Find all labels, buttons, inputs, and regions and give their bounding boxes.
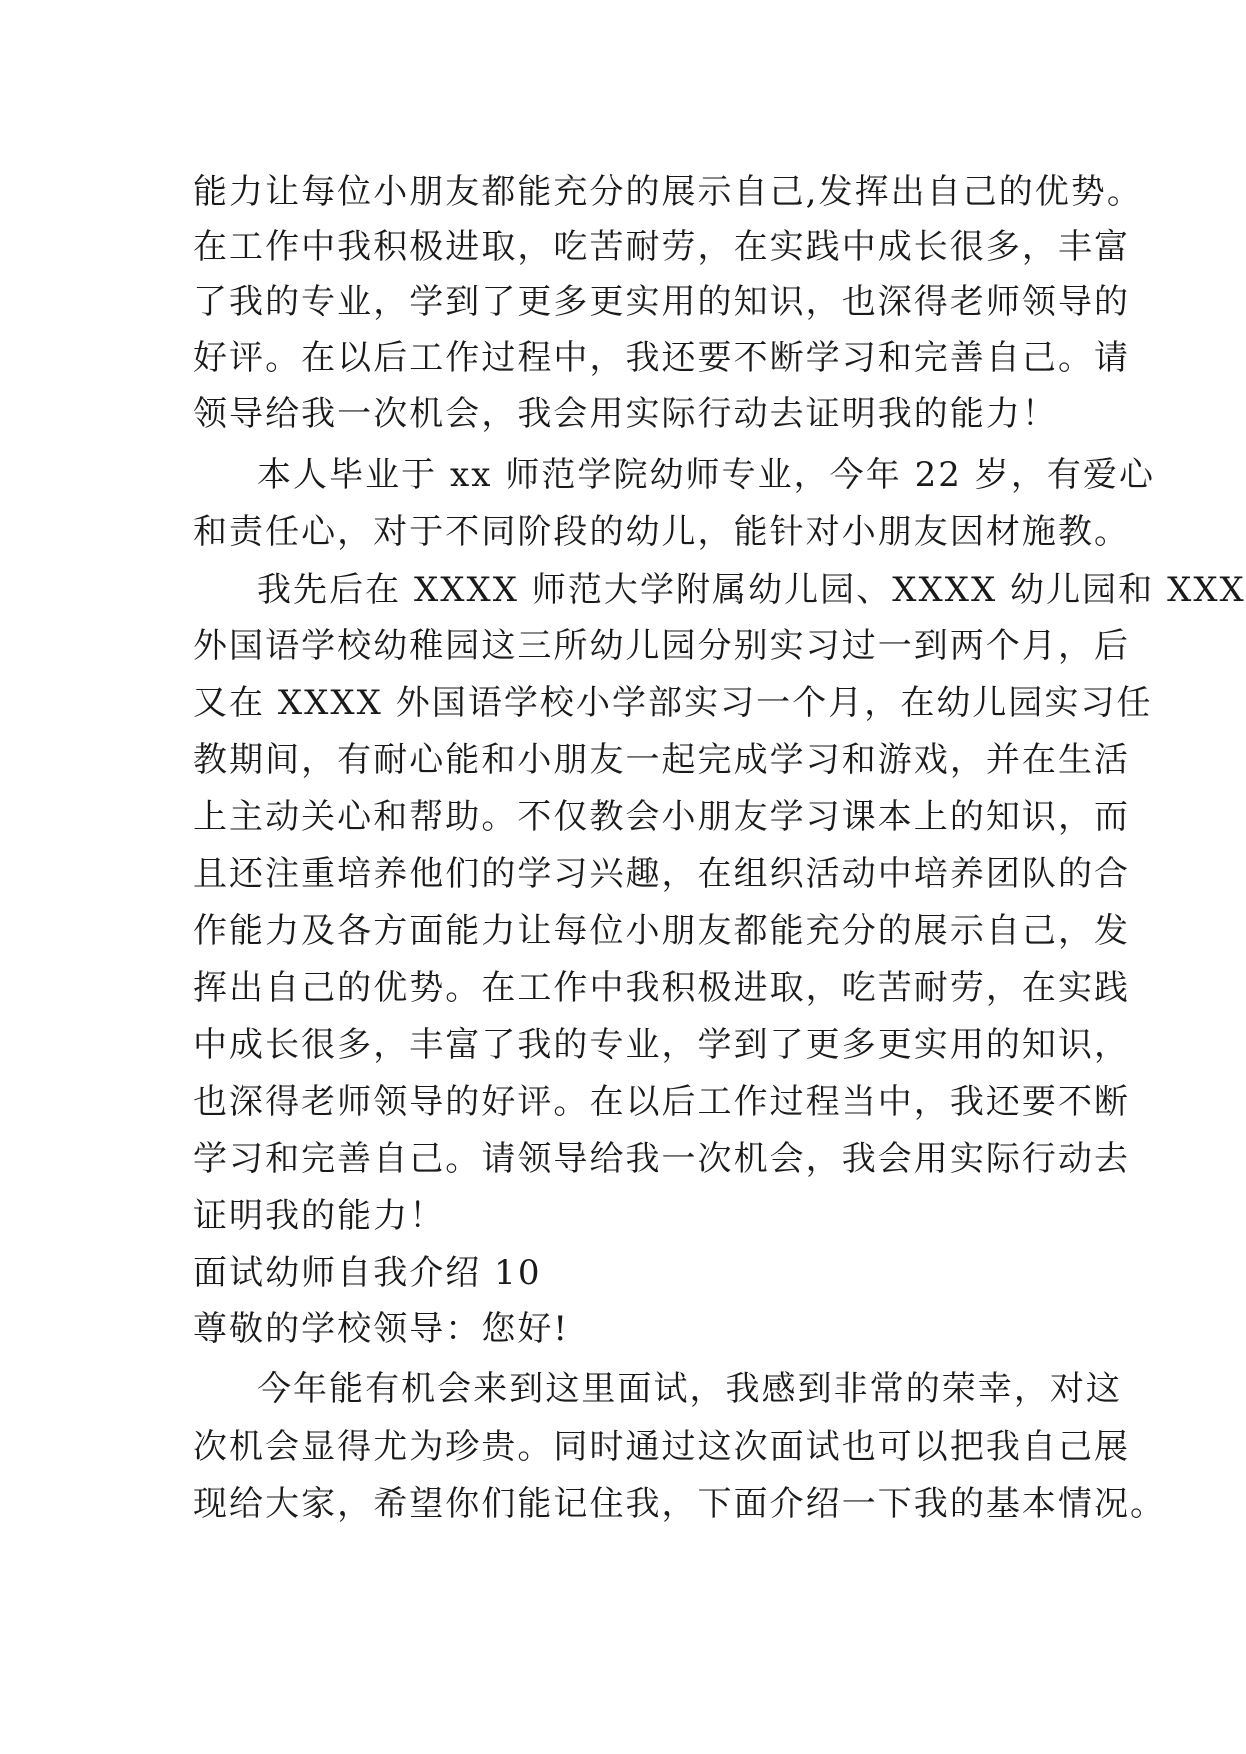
text-line: 且还注重培养他们的学习兴趣，在组织活动中培养团队的合 [193, 854, 1131, 894]
text-line: 在工作中我积极进取，吃苦耐劳，在实践中成长很多，丰富 [193, 227, 1131, 267]
text-line: 领导给我一次机会，我会用实际行动去证明我的能力！ [193, 394, 1058, 434]
text-line: 次机会显得尤为珍贵。同时通过这次面试也可以把我自己展 [193, 1427, 1131, 1467]
paragraph-first-line: 本人毕业于 xx 师范学院幼师专业，今年 22 岁，有爱心 [257, 455, 1156, 495]
text-line: 外国语学校幼稚园这三所幼儿园分别实习过一到两个月，后 [193, 626, 1131, 666]
paragraph-first-line: 今年能有机会来到这里面试，我感到非常的荣幸，对这 [257, 1369, 1122, 1409]
text-line: 能力让每位小朋友都能充分的展示自己,发挥出自己的优势。 [193, 172, 1143, 212]
section-heading: 面试幼师自我介绍 10 [193, 1253, 542, 1293]
text-line: 好评。在以后工作过程中，我还要不断学习和完善自己。请 [193, 338, 1131, 378]
text-line: 中成长很多，丰富了我的专业，学到了更多更实用的知识， [193, 1025, 1131, 1065]
text-line: 和责任心，对于不同阶段的幼儿，能针对小朋友因材施教。 [193, 512, 1131, 552]
text-line: 作能力及各方面能力让每位小朋友都能充分的展示自己，发 [193, 911, 1131, 951]
text-line: 又在 XXXX 外国语学校小学部实习一个月，在幼儿园实习任 [193, 683, 1153, 723]
text-line: 教期间，有耐心能和小朋友一起完成学习和游戏，并在生活 [193, 740, 1131, 780]
salutation: 尊敬的学校领导：您好! [193, 1309, 570, 1349]
text-line: 了我的专业，学到了更多更实用的知识，也深得老师领导的 [193, 282, 1131, 322]
paragraph-first-line: 我先后在 XXXX 师范大学附属幼儿园、XXXX 幼儿园和 XXX [257, 570, 1246, 610]
text-line: 现给大家，希望你们能记住我，下面介绍一下我的基本情况。 [193, 1484, 1167, 1524]
text-line: 上主动关心和帮助。不仅教会小朋友学习课本上的知识，而 [193, 797, 1131, 837]
text-line: 也深得老师领导的好评。在以后工作过程当中，我还要不断 [193, 1082, 1131, 1122]
text-line: 学习和完善自己。请领导给我一次机会，我会用实际行动去 [193, 1139, 1131, 1179]
text-line: 证明我的能力！ [193, 1196, 446, 1236]
text-line: 挥出自己的优势。在工作中我积极进取，吃苦耐劳，在实践 [193, 968, 1131, 1008]
